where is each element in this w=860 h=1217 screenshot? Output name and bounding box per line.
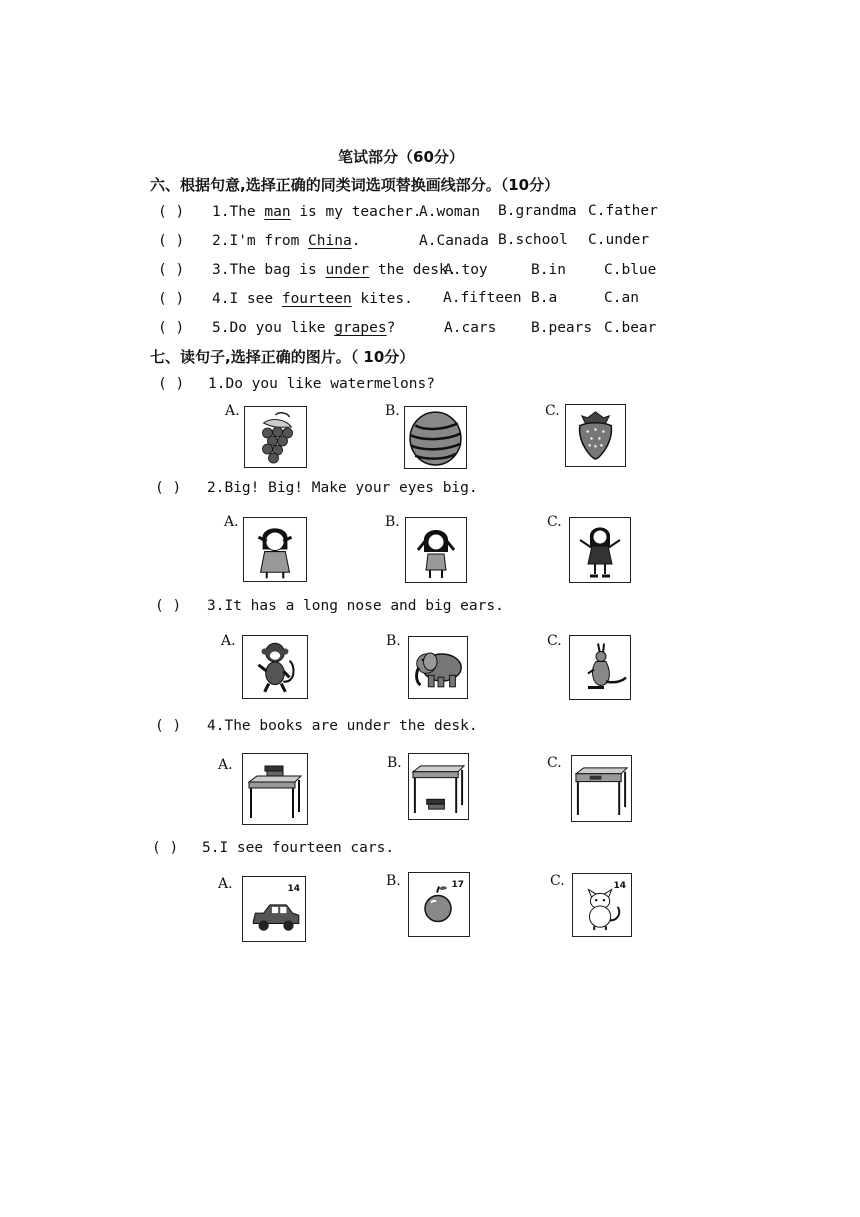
option-a: A.woman	[419, 204, 481, 220]
question-text: 1.Do you like watermelons?	[208, 376, 435, 392]
answer-blank[interactable]: ( )	[155, 718, 182, 734]
option-b-label: B.	[386, 633, 401, 649]
option-b: B.school	[498, 232, 568, 248]
count-label: 17	[451, 880, 464, 890]
books-under-desk-icon	[409, 754, 468, 819]
cats-picture[interactable]	[572, 873, 632, 937]
option-c-label: C.	[547, 633, 562, 649]
option-a: A.fifteen	[443, 290, 522, 306]
girl-arms-out-picture[interactable]	[569, 517, 631, 583]
watermelon-picture[interactable]	[404, 406, 467, 469]
answer-blank[interactable]: ( )	[158, 291, 185, 307]
books-in-desk-picture[interactable]	[571, 755, 632, 822]
option-a: A.toy	[444, 262, 488, 278]
elephant-icon	[409, 637, 467, 698]
books-on-desk-picture[interactable]	[242, 753, 308, 825]
option-b: B.a	[531, 290, 558, 306]
question-text: 5.I see fourteen cars.	[202, 840, 395, 856]
option-c: C.bear	[604, 320, 657, 336]
books-on-desk-icon	[243, 754, 307, 824]
answer-blank[interactable]: ( )	[152, 840, 179, 856]
option-c-label: C.	[547, 514, 562, 530]
option-b: B.pears	[531, 320, 593, 336]
option-a: A.Canada	[419, 233, 489, 249]
option-c: C.father	[588, 203, 658, 219]
option-b-label: B.	[385, 514, 400, 530]
answer-blank[interactable]: ( )	[158, 262, 185, 278]
answer-blank[interactable]: ( )	[158, 376, 185, 392]
page-title: 笔试部分（60分）	[338, 148, 464, 166]
question-text: 1.The man is my teacher.	[212, 204, 422, 220]
apples-picture[interactable]	[408, 872, 470, 937]
elephant-picture[interactable]	[408, 636, 468, 699]
answer-blank[interactable]: ( )	[155, 480, 182, 496]
option-b-label: B.	[386, 873, 401, 889]
question-text: 4.The books are under the desk.	[207, 718, 478, 734]
option-a-label: A.	[218, 876, 233, 892]
girl-hands-eyes-picture[interactable]	[243, 517, 307, 582]
girl-arms-out-icon	[570, 518, 630, 582]
option-a-label: A.	[218, 757, 233, 773]
option-a-label: A.	[221, 633, 236, 649]
option-c: C.blue	[604, 262, 657, 278]
option-b: B.grandma	[498, 203, 577, 219]
grapes-picture[interactable]	[244, 406, 307, 468]
question-text: 3.The bag is under the desk.	[212, 262, 457, 278]
monkey-icon	[243, 636, 307, 698]
question-text: 3.It has a long nose and big ears.	[207, 598, 504, 614]
girl-hands-ears-icon	[406, 518, 466, 582]
answer-blank[interactable]: ( )	[158, 204, 185, 220]
question-text: 5.Do you like grapes?	[212, 320, 396, 336]
question-text: 4.I see fourteen kites.	[212, 291, 413, 307]
option-b-label: B.	[385, 403, 400, 419]
books-in-desk-icon	[572, 756, 631, 821]
option-c: C.under	[588, 232, 650, 248]
watermelon-icon	[405, 407, 466, 468]
question-text: 2.Big! Big! Make your eyes big.	[207, 480, 478, 496]
kangaroo-icon	[570, 636, 630, 699]
option-c-label: C.	[550, 873, 565, 889]
option-c-label: C.	[545, 403, 560, 419]
monkey-picture[interactable]	[242, 635, 308, 699]
option-a-label: A.	[225, 403, 240, 419]
answer-blank[interactable]: ( )	[158, 320, 185, 336]
grapes-icon	[245, 407, 306, 467]
option-c-label: C.	[547, 755, 562, 771]
cars-picture[interactable]	[242, 876, 306, 942]
girl-hands-eyes-icon	[244, 518, 306, 581]
girl-hands-ears-picture[interactable]	[405, 517, 467, 583]
books-under-desk-picture[interactable]	[408, 753, 469, 820]
strawberry-icon	[566, 405, 625, 466]
option-b: B.in	[531, 262, 566, 278]
answer-blank[interactable]: ( )	[158, 233, 185, 249]
answer-blank[interactable]: ( )	[155, 598, 182, 614]
option-a-label: A.	[224, 514, 239, 530]
option-a: A.cars	[444, 320, 497, 336]
option-b-label: B.	[387, 755, 402, 771]
section7-heading: 七、读句子,选择正确的图片。（ 10分）	[150, 348, 415, 366]
kangaroo-picture[interactable]	[569, 635, 631, 700]
option-c: C.an	[604, 290, 639, 306]
question-text: 2.I'm from China.	[212, 233, 361, 249]
count-label: 14	[613, 881, 626, 891]
count-label: 14	[287, 884, 300, 894]
strawberry-picture[interactable]	[565, 404, 626, 467]
section6-heading: 六、根据句意,选择正确的同类词选项替换画线部分。（10分）	[150, 176, 560, 194]
